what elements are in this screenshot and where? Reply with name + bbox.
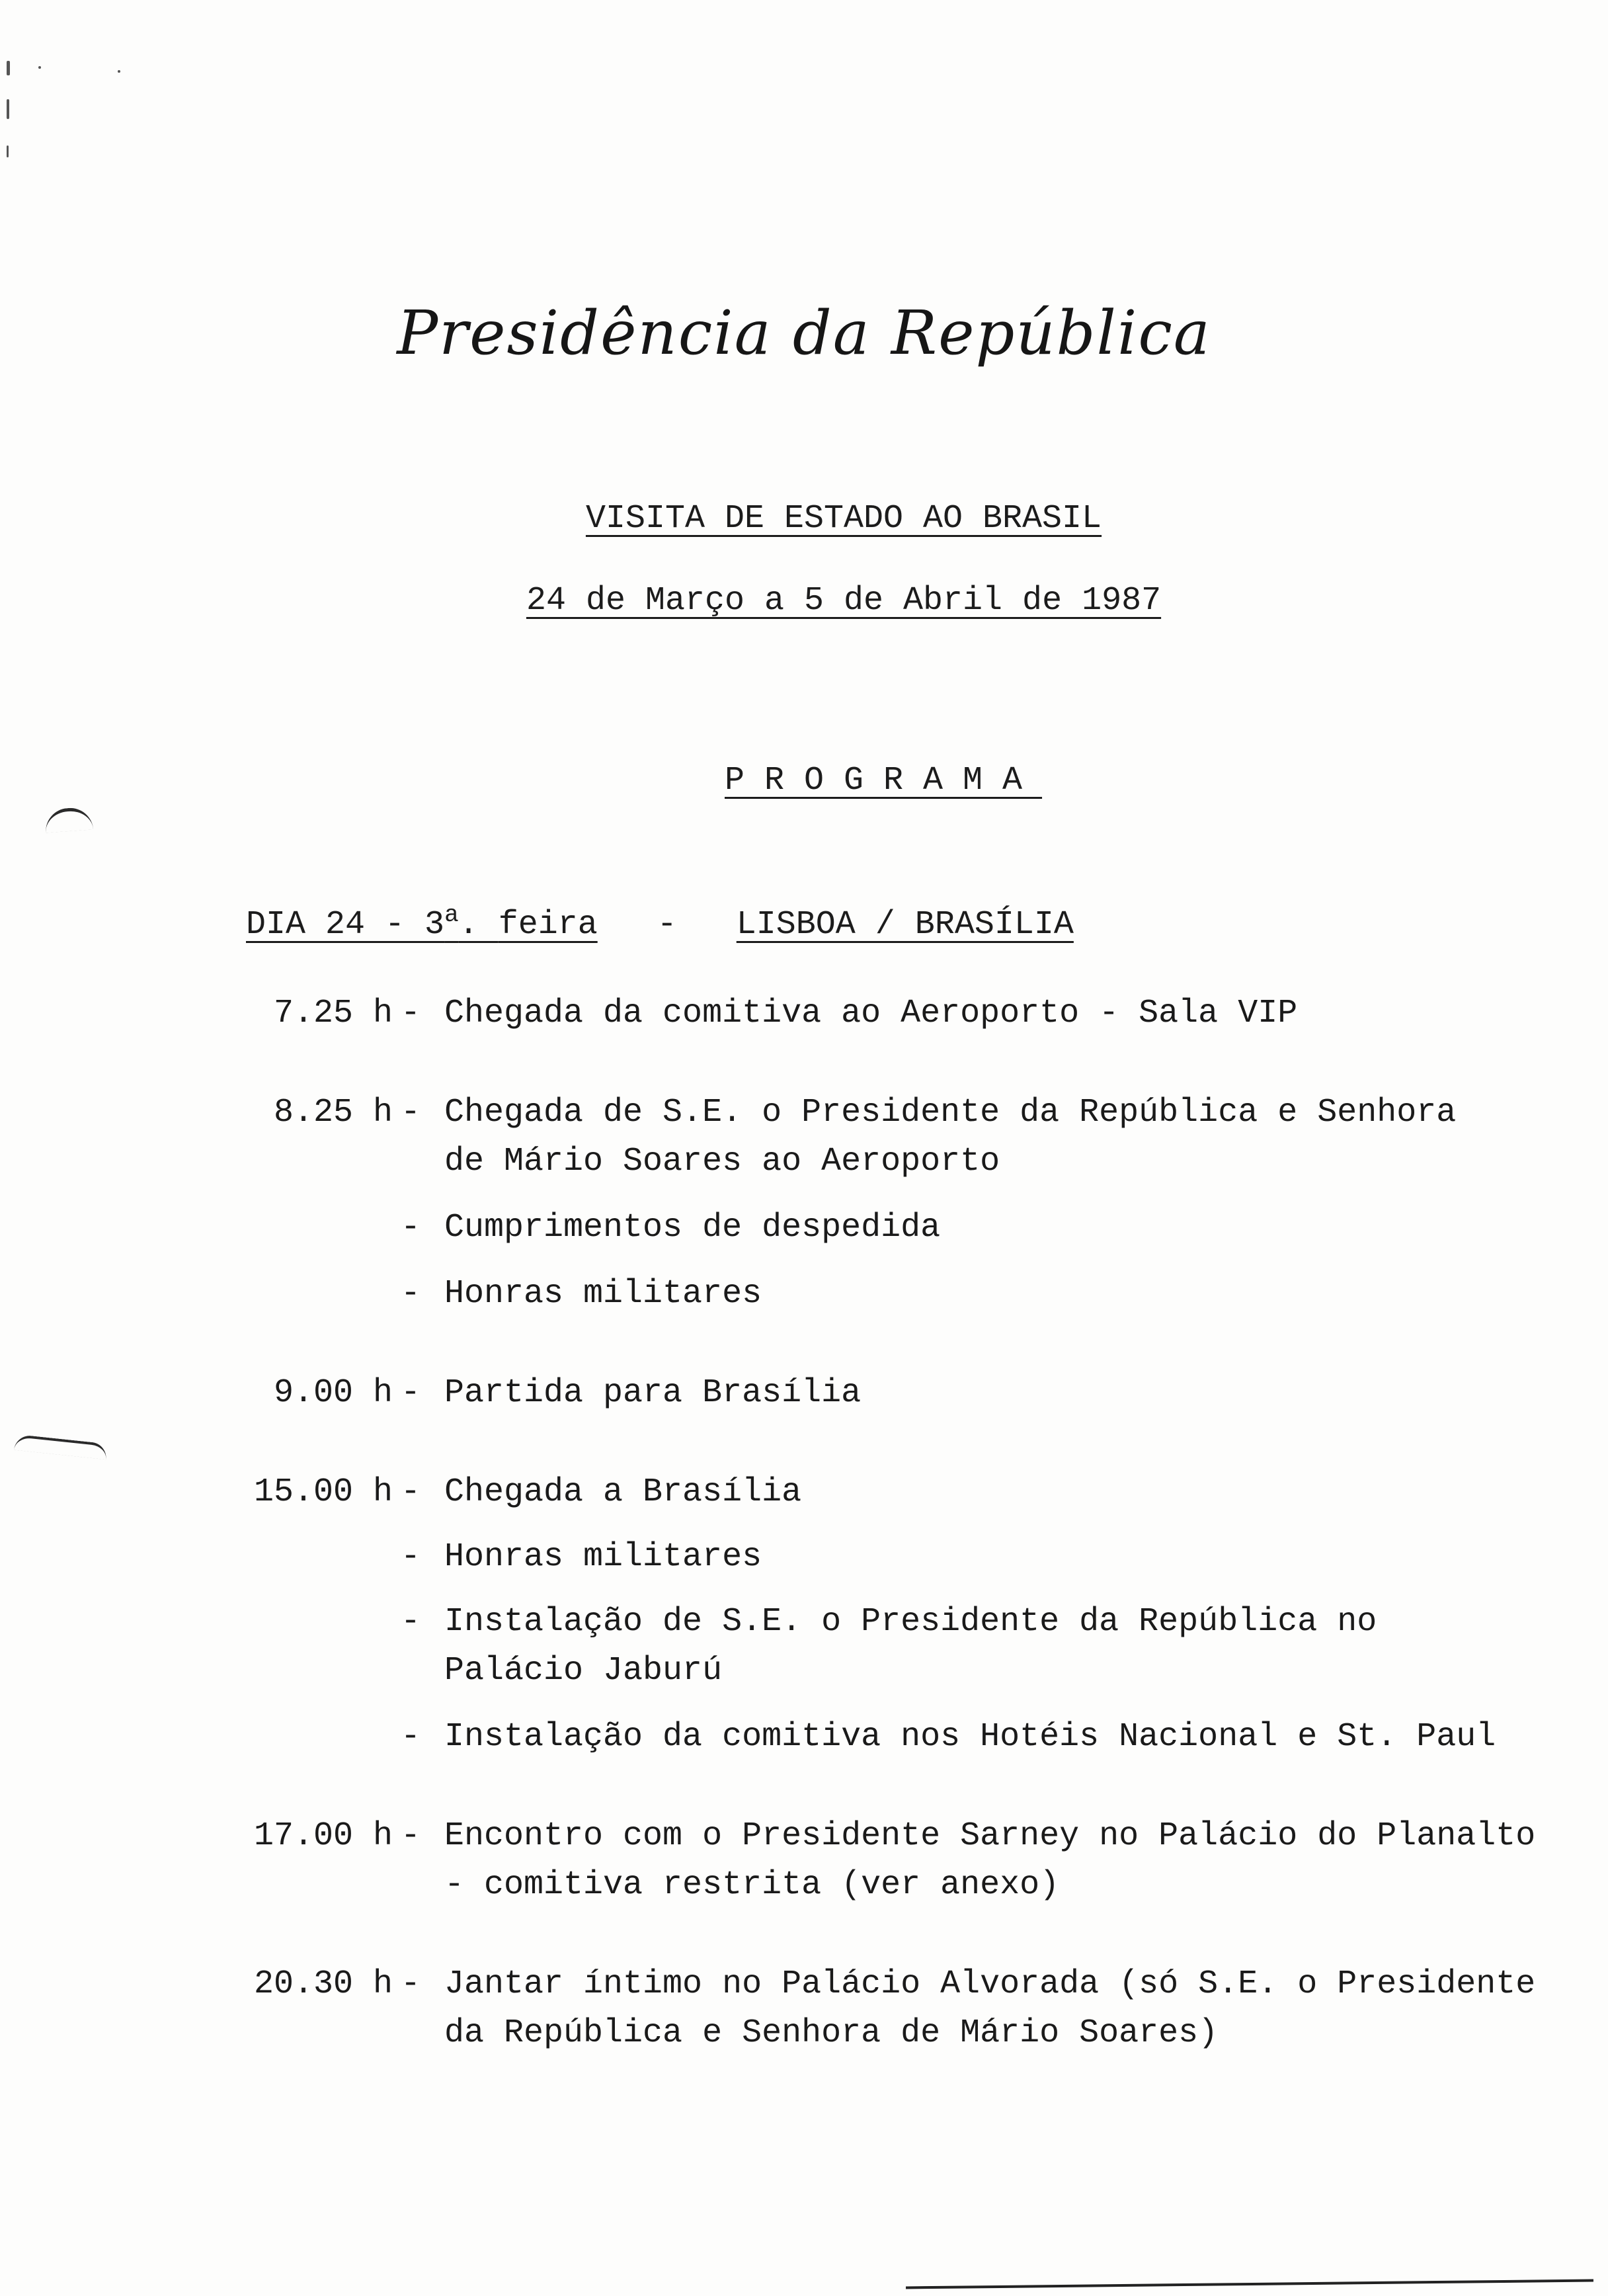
entry-text-continued: da República e Senhora de Mário Soares)	[444, 2014, 1219, 2052]
scan-mark	[7, 61, 10, 75]
letterhead: Presidência da República	[397, 298, 1211, 368]
entry-text-continued: - comitiva restrita (ver anexo)	[444, 1866, 1060, 1904]
entry-time: 20.30 h	[253, 1965, 393, 2003]
entry-dash: -	[401, 995, 421, 1032]
entry-dash: -	[401, 1094, 421, 1131]
entry-dash: -	[401, 1374, 421, 1412]
entry-time: 9.00 h	[273, 1374, 393, 1412]
entry-dash: -	[401, 1817, 421, 1855]
entry-time: 15.00 h	[253, 1473, 393, 1511]
day-ordinal: a	[444, 901, 459, 928]
bottom-edge-line	[906, 2279, 1593, 2289]
entry-dash: -	[401, 1473, 421, 1511]
day-label: DIA 24 - 3	[246, 906, 445, 944]
entry-text: Chegada a Brasília	[444, 1473, 802, 1511]
punch-hole-mark	[14, 1434, 108, 1460]
entry-text: Jantar íntimo no Palácio Alvorada (só S.E. o Presidente	[444, 1965, 1536, 2003]
visit-dates: 24 de Março a 5 de Abril de 1987	[526, 582, 1162, 620]
entry-text: Chegada de S.E. o Presidente da República e Senhora	[444, 1094, 1457, 1131]
scan-mark	[7, 99, 9, 119]
entry-dash: -	[401, 1603, 421, 1641]
entry-time: 7.25 h	[273, 995, 393, 1032]
entry-dash: -	[401, 1718, 421, 1756]
entry-text-continued: de Mário Soares ao Aeroporto	[444, 1143, 1000, 1180]
entry-text: Partida para Brasília	[444, 1374, 862, 1412]
day-heading: DIA 24 - 3$^a$. feira - LISBOA / BRASÍLIA	[246, 901, 1074, 944]
entry-time: 17.00 h	[253, 1817, 393, 1855]
entry-dash: -	[401, 1209, 421, 1247]
entry-text: Honras militares	[444, 1275, 762, 1313]
entry-dash: -	[401, 1275, 421, 1313]
entry-text: Honras militares	[444, 1538, 762, 1576]
entry-time: 8.25 h	[273, 1094, 393, 1131]
entry-text: Encontro com o Presidente Sarney no Palácio do Planalto	[444, 1817, 1536, 1855]
day-route: LISBOA / BRASÍLIA	[736, 906, 1074, 944]
entry-text: Instalação de S.E. o Presidente da República no	[444, 1603, 1377, 1641]
entry-text: Cumprimentos de despedida	[444, 1209, 941, 1247]
scan-mark	[118, 70, 120, 73]
entry-text-continued: Palácio Jaburú	[444, 1652, 723, 1690]
entry-text: Instalação da comitiva nos Hotéis Nacional e St. Paul	[444, 1718, 1496, 1756]
scan-mark	[38, 66, 41, 69]
program-heading: PROGRAMA	[724, 762, 1043, 800]
entry-text: Chegada da comitiva ao Aeroporto - Sala VIP	[444, 995, 1298, 1032]
day-weekday: feira	[498, 906, 598, 944]
scan-mark	[7, 145, 9, 157]
entry-dash: -	[401, 1965, 421, 2003]
document-title: VISITA DE ESTADO AO BRASIL	[585, 500, 1102, 538]
day-separator: -	[657, 906, 677, 944]
entry-dash: -	[401, 1538, 421, 1576]
